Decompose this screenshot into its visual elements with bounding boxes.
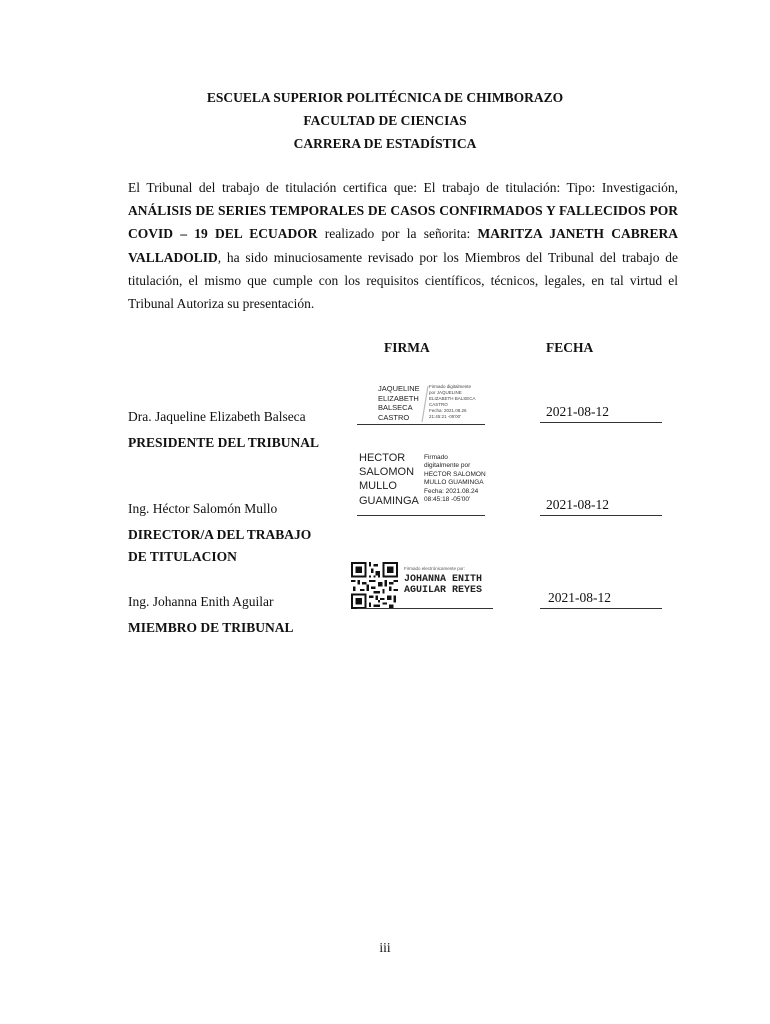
date-line <box>540 608 662 609</box>
paragraph-text-1: El Tribunal del trabajo de titulación certifica que: El trabajo de titulación: Tipo: Investigación, <box>128 180 678 195</box>
signature-stamp-detail: Firmado digitalmente por JAQUELINE ELIZABETH BALSECA CASTRO Fecha: 2021.08.26 21:45:21 -05'00' <box>429 384 476 419</box>
signer-name: Ing. Héctor Salomón Mullo <box>128 501 278 516</box>
document-header <box>0 86 770 155</box>
signature-line <box>357 424 485 425</box>
signature-stamp-name: JAQUELINE ELIZABETH BALSECA CASTRO <box>378 384 420 422</box>
career-name: CARRERA DE ESTADÍSTICA <box>293 136 477 151</box>
signer-role: MIEMBRO DE TRIBUNAL <box>128 620 294 635</box>
signature-date: 2021-08-12 <box>546 404 609 419</box>
signer-name: Ing. Johanna Enith Aguilar <box>128 594 274 609</box>
paragraph-text-2: realizado por la señorita: <box>317 226 478 242</box>
institution-name: ESCUELA SUPERIOR POLITÉCNICA DE CHIMBORAZO <box>206 90 564 105</box>
page-number: iii <box>379 940 391 955</box>
author-name: MARITZA JANETH CABRERA VALLADOLID <box>128 226 678 265</box>
date-line <box>540 422 662 423</box>
signature-stamp-name: JOHANNA ENITH AGUILAR REYES <box>404 574 483 596</box>
signature-line <box>357 515 485 516</box>
date-line <box>540 515 662 516</box>
signature-line <box>357 608 493 609</box>
signature-stamp-header: Firmado electrónicamente por: <box>404 566 466 571</box>
signer-role-continued: DE TITULACION <box>128 549 237 564</box>
signature-date: 2021-08-12 <box>548 590 611 605</box>
certification-paragraph <box>128 176 678 315</box>
thesis-title: ANÁLISIS DE SERIES TEMPORALES DE CASOS CONFIRMADOS Y FALLECIDOS POR COVID – 19 DEL ECUADOR <box>128 203 678 242</box>
qr-code <box>351 562 398 609</box>
signer-role: PRESIDENTE DEL TRIBUNAL <box>128 435 320 450</box>
paragraph-text-3: , ha sido minuciosamente revisado por los Miembros del Tribunal del trabajo de titulación, el mismo que cumple con los requisitos científicos, técnicos, legales, en tal virtud el Tribunal Autoriza su presentación. <box>128 249 678 312</box>
signature-stamp-detail: Firmado digitalmente por HECTOR SALOMON MULLO GUAMINGA Fecha: 2021.08.24 08:45:18 -05'00' <box>424 454 486 504</box>
faculty-name: FACULTAD DE CIENCIAS <box>303 113 467 128</box>
signature-date: 2021-08-12 <box>546 497 609 512</box>
signature-column-header: FIRMA <box>384 340 430 355</box>
signer-role: DIRECTOR/A DEL TRABAJO <box>128 527 312 542</box>
date-column-header: FECHA <box>546 340 594 355</box>
signer-name: Dra. Jaqueline Elizabeth Balseca <box>128 409 306 424</box>
signature-stamp-name: HECTOR SALOMON MULLO GUAMINGA <box>359 452 419 507</box>
